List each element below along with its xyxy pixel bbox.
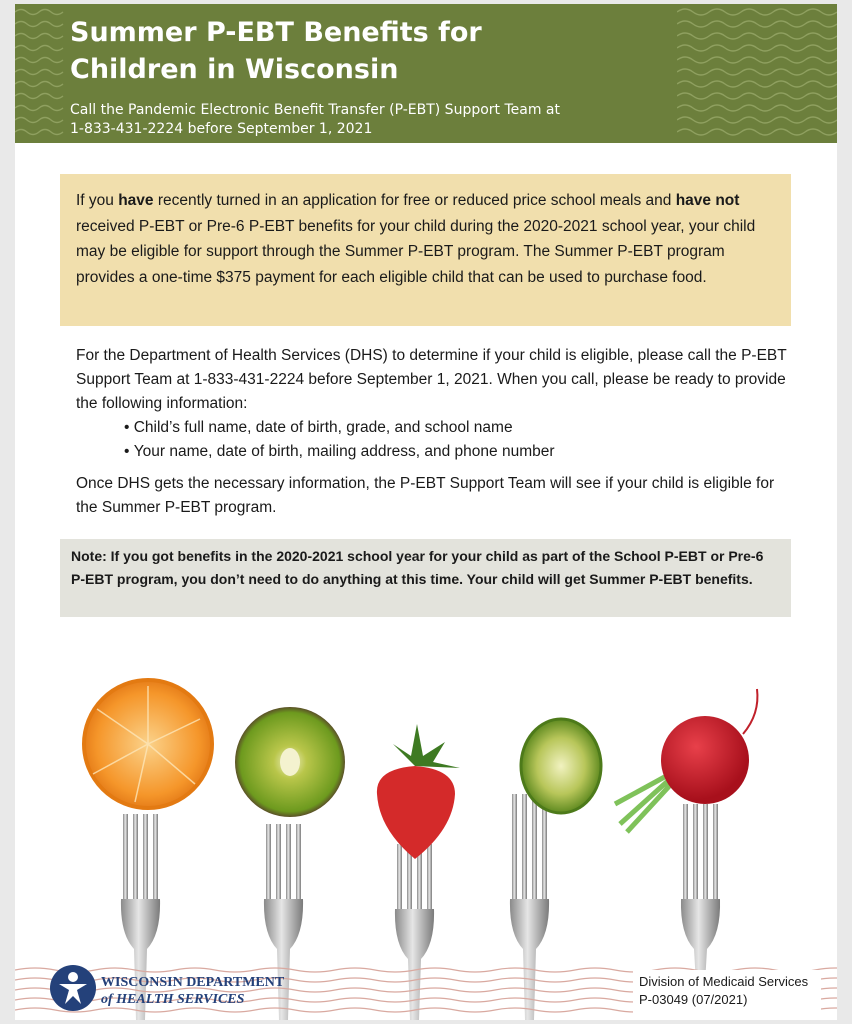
followup-paragraph: Once DHS gets the necessary information, the P-EBT Support Team will see if your child is eligible for the Summer P-EBT program.: [76, 475, 775, 516]
subtitle-line-1: Call the Pandemic Electronic Benefit Transfer (P-EBT) Support Team at: [70, 102, 560, 118]
instructions-paragraph: For the Department of Health Services (DHS) to determine if your child is eligible, please call the P-EBT Support Team at 1-833-431-2224 before September 1, 2021. When you call, please be ready to provide the following information:: [76, 347, 787, 412]
intro-text-3: recently turned in an application for free or reduced price school meals and: [153, 192, 676, 209]
dhs-wordmark: [101, 974, 301, 1008]
header-banner: [15, 4, 837, 143]
dhs-logo-icon: [49, 964, 97, 1012]
division-name: Division of Medicaid Services: [639, 974, 809, 989]
intro-emphasis-have-not: have not: [675, 192, 740, 209]
document-page: [15, 4, 837, 1020]
dhs-name-line-2: of HEALTH SERVICES: [101, 992, 245, 1007]
page-subtitle: [70, 101, 630, 139]
list-item: • Child’s full name, date of birth, grade, and school name: [124, 416, 796, 440]
list-item: • Your name, date of birth, mailing address, and phone number: [124, 440, 796, 464]
intro-text-1: If you: [76, 192, 119, 209]
dhs-name-line-1: WISCONSIN DEPARTMENT: [101, 975, 285, 990]
intro-box: [60, 174, 791, 326]
subtitle-line-2: 1-833-431-2224 before September 1, 2021: [70, 121, 373, 137]
strawberry-icon: [377, 724, 460, 859]
title-line-2: Children in Wisconsin: [70, 54, 399, 85]
fork-icon: [681, 804, 720, 984]
intro-text-5: received P-EBT or Pre-6 P-EBT benefits for your child during the 2020-2021 school year, your child may be eligible for support through the Summer P-EBT program. The Summer P-EBT program provides a one-time $375 payment for each eligible child that can be used to purchase food.: [76, 217, 756, 286]
note-text: Note: If you got benefits in the 2020-2021 school year for your child as part of the School P-EBT or Pre-6 P-EBT program, you don’t need to do anything at this time. Your child will get Summer P-EBT benefits.: [71, 548, 764, 587]
required-info-list: [76, 416, 796, 464]
title-line-1: Summer P-EBT Benefits for: [70, 17, 482, 48]
form-number: P-03049 (07/2021): [639, 992, 748, 1007]
intro-paragraph: [76, 188, 766, 290]
intro-emphasis-have: have: [118, 192, 154, 209]
wave-pattern-left: [15, 4, 65, 143]
note-box: [60, 539, 791, 617]
wave-pattern-right: [677, 4, 837, 143]
publication-info: [633, 970, 821, 1014]
page-title: [70, 14, 590, 88]
brussels-sprout-icon: [521, 719, 601, 813]
instructions-section: [76, 344, 796, 520]
